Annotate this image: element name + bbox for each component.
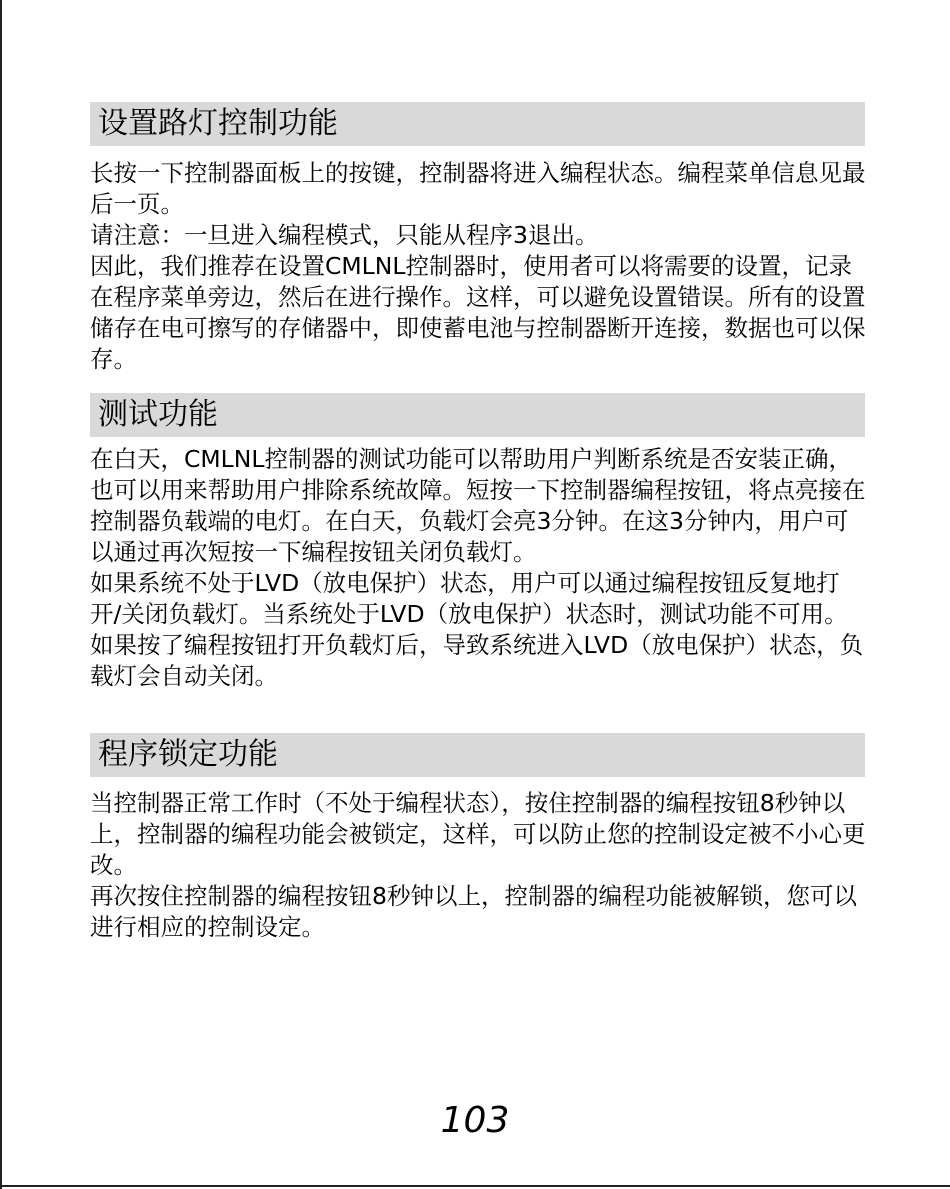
section-title-lock: 程序锁定功能	[90, 733, 865, 777]
section-title-test: 测试功能	[90, 393, 865, 437]
page-number: 103	[440, 1100, 510, 1141]
page-border-bottom	[0, 1185, 950, 1187]
paragraph: 因此，我们推荐在设置CMLNL控制器时，使用者可以将需要的设置，记录在程序菜单旁边，然后在进行操作。这样，可以避免设置错误。所有的设置储存在电可擦写的存储器中，即使蓄电池与控制器断开连接，数据也可以保存。	[90, 252, 866, 373]
paragraph: 如果按了编程按钮打开负载灯后，导致系统进入LVD（放电保护）状态，负载灯会自动关闭。	[90, 631, 864, 690]
paragraph: 如果系统不处于LVD（放电保护）状态，用户可以通过编程按钮反复地打开/关闭负载灯。当系统处于LVD（放电保护）状态时，测试功能不可用。	[90, 569, 848, 628]
section-title-streetlight: 设置路灯控制功能	[90, 102, 865, 146]
paragraph: 再次按住控制器的编程按钮8秒钟以上，控制器的编程功能被解锁，您可以进行相应的控制设定。	[90, 882, 857, 941]
paragraph: 在白天，CMLNL控制器的测试功能可以帮助用户判断系统是否安装正确，也可以用来帮助用户排除系统故障。短按一下控制器编程按钮，将点亮接在控制器负载端的电灯。在白天，负载灯会亮3分钟。在这3分钟内，用户可以通过再次短按一下编程按钮关闭负载灯。	[90, 445, 866, 566]
paragraph: 长按一下控制器面板上的按键，控制器将进入编程状态。编程菜单信息见最后一页。	[90, 159, 866, 218]
page-border-left	[0, 0, 2, 1189]
section-body-streetlight	[90, 158, 870, 375]
section-body-test	[90, 444, 870, 692]
paragraph: 请注意：一旦进入编程模式，只能从程序3退出。	[90, 221, 599, 249]
section-body-lock	[90, 788, 870, 943]
paragraph: 当控制器正常工作时（不处于编程状态），按住控制器的编程按钮8秒钟以上，控制器的编程功能会被锁定，这样，可以防止您的控制设定被不小心更改。	[90, 789, 866, 879]
